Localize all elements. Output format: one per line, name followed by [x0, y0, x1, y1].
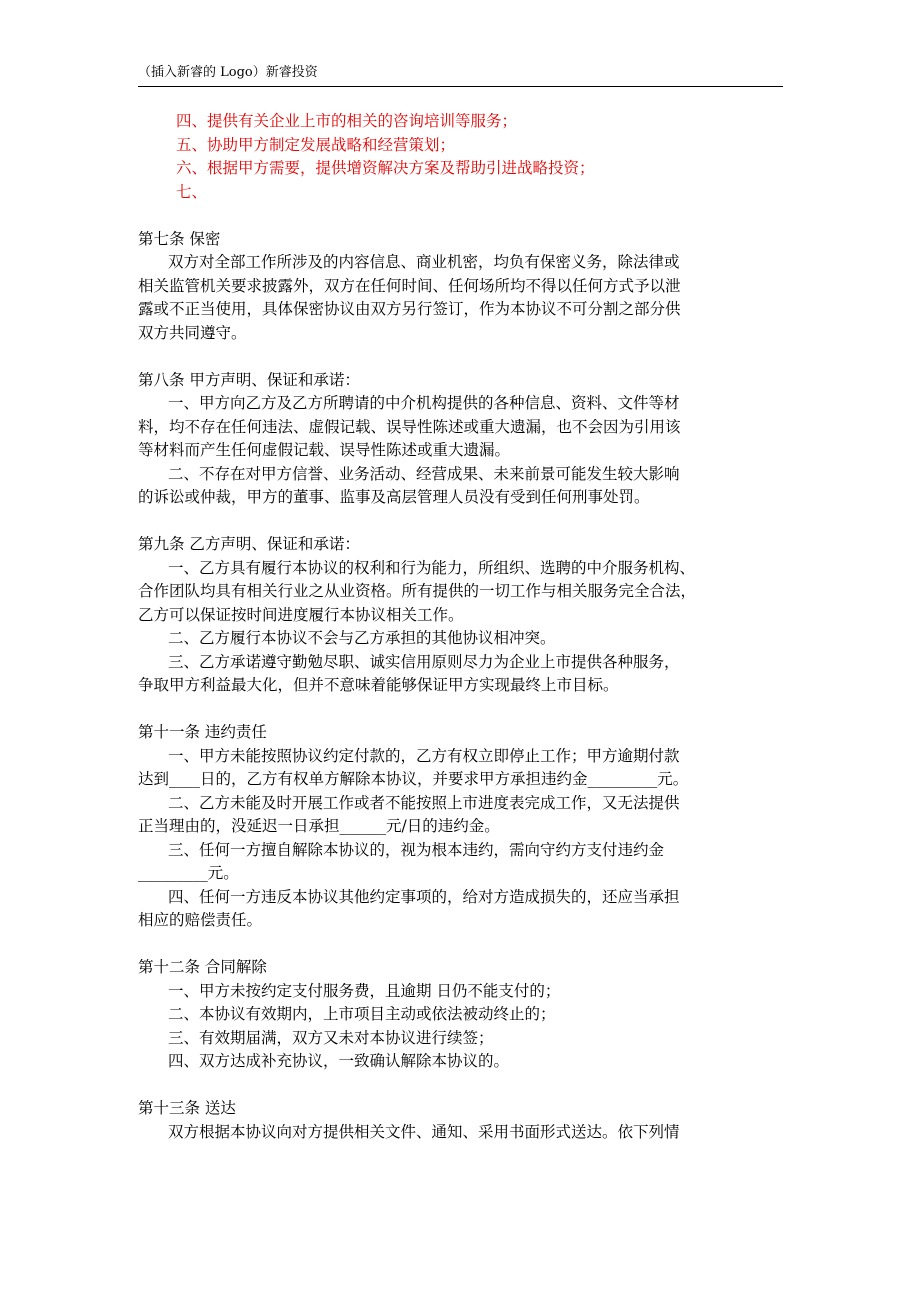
page-header: （插入新睿的 Logo）新睿投资 [138, 62, 783, 87]
paragraph-line: 双方对全部工作所涉及的内容信息、商业机密，均负有保密义务，除法律或 [168, 253, 680, 271]
paragraph-line: 一、甲方向乙方及乙方所聘请的中介机构提供的各种信息、资料、文件等材 [168, 394, 680, 412]
service-item: 五、协助甲方制定发展战略和经营策划； [176, 135, 456, 154]
paragraph-line: 二、乙方未能及时开展工作或者不能按照上市进度表完成工作，又无法提供 [168, 793, 680, 812]
services-list [138, 110, 783, 204]
paragraph-line: 四、双方达成补充协议，一致确认解除本协议的。 [168, 1052, 510, 1070]
paragraph-line: 达到____日的，乙方有权单方解除本协议，并要求甲方承担违约金_________元。 [138, 770, 689, 788]
paragraph-line: 等材料而产生任何虚假记载、误导性陈述或重大遗漏。 [138, 441, 511, 459]
document-body [138, 110, 783, 1144]
service-item: 七、 [176, 182, 208, 201]
paragraph-line: 双方根据本协议向对方提供相关文件、通知、采用书面形式送达。依下列情 [168, 1122, 680, 1141]
article-9 [138, 533, 783, 698]
paragraph-line: 二、乙方履行本协议不会与乙方承担的其他协议相冲突。 [168, 629, 556, 647]
article-title: 第七条 保密 [138, 229, 221, 248]
article-11 [138, 721, 783, 933]
paragraph-line: 一、甲方未按约定支付服务费，且逾期 日仍不能支付的； [168, 981, 561, 1000]
paragraph-line: 露或不正当使用，具体保密协议由双方另行签订，作为本协议不可分割之部分供 [138, 300, 681, 318]
service-item: 四、提供有关企业上市的相关的咨询培训等服务； [176, 112, 518, 130]
article-7 [138, 228, 783, 346]
article-title: 第十三条 送达 [138, 1099, 236, 1117]
paragraph-line: 的诉讼或仲裁，甲方的董事、监事及高层管理人员没有受到任何刑事处罚。 [138, 488, 650, 506]
article-13 [138, 1097, 783, 1144]
paragraph-line: 三、任何一方擅自解除本协议的，视为根本违约，需向守约方支付违约金 [168, 840, 665, 859]
paragraph-line: 三、有效期届满，双方又未对本协议进行续签； [168, 1028, 494, 1047]
article-title: 第十一条 违约责任 [138, 723, 267, 741]
article-title: 第八条 甲方声明、保证和承诺： [138, 370, 360, 389]
paragraph-line: 乙方可以保证按时间进度履行本协议相关工作。 [138, 605, 464, 624]
paragraph-line: 相应的赔偿责任。 [138, 911, 263, 929]
paragraph-line: 双方共同遵守。 [138, 323, 247, 342]
paragraph-line: 合作团队均具有相关行业之从业资格。所有提供的一切工作与相关服务完全合法， [138, 582, 697, 600]
article-8 [138, 369, 783, 510]
paragraph-line: 四、任何一方违反本协议其他约定事项的，给对方造成损失的，还应当承担 [168, 887, 680, 906]
paragraph-line: 二、本协议有效期内，上市项目主动或依法被动终止的； [168, 1005, 556, 1023]
paragraph-line: 一、甲方未能按照协议约定付款的，乙方有权立即停止工作；甲方逾期付款 [168, 746, 680, 765]
article-12 [138, 956, 783, 1074]
article-title: 第十二条 合同解除 [138, 958, 267, 976]
paragraph-line: 争取甲方利益最大化，但并不意味着能够保证甲方实现最终上市目标。 [138, 676, 619, 694]
paragraph-line: _________元。 [138, 864, 239, 882]
article-title: 第九条 乙方声明、保证和承诺： [138, 535, 360, 553]
service-item: 六、根据甲方需要，提供增资解决方案及帮助引进战略投资； [176, 159, 595, 177]
paragraph-line: 相关监管机关要求披露外，双方在任何时间、任何场所均不得以任何方式予以泄 [138, 276, 681, 295]
paragraph-line: 一、乙方具有履行本协议的权利和行为能力，所组织、选聘的中介服务机构、 [168, 558, 696, 577]
paragraph-line: 三、乙方承诺遵守勤勉尽职、诚实信用原则尽力为企业上市提供各种服务， [168, 652, 680, 671]
paragraph-line: 二、不存在对甲方信誉、业务活动、经营成果、未来前景可能发生较大影响 [168, 464, 680, 483]
paragraph-line: 料，均不存在任何违法、虚假记载、误导性陈述或重大遗漏，也不会因为引用该 [138, 417, 681, 436]
paragraph-line: 正当理由的，没延迟一日承担______元/日的违约金。 [138, 817, 500, 835]
